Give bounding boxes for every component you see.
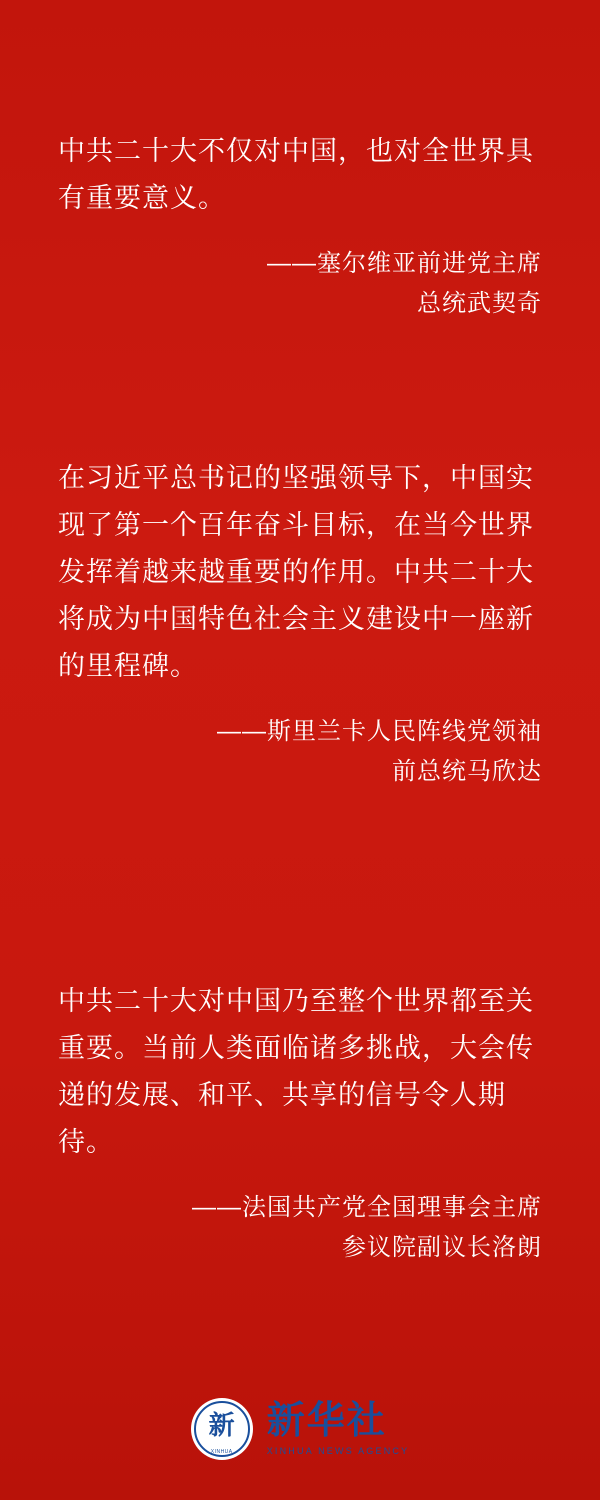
attribution-line: ——塞尔维亚前进党主席 (267, 250, 542, 277)
xinhua-logo (0, 1398, 600, 1460)
attribution-line: 前总统马欣达 (392, 758, 542, 785)
attribution-line: 总统武契奇 (417, 290, 542, 317)
quote-text-1: 中共二十大不仅对中国，也对全世界具有重要意义。 (58, 136, 534, 213)
quote-text-2: 在习近平总书记的坚强领导下，中国实现了第一个百年奋斗目标，在当今世界发挥着越来越重要的作用。中共二十大将成为中国特色社会主义建设中一座新的里程碑。 (58, 463, 534, 681)
emblem-arc-text: XINHUA (210, 1449, 233, 1455)
quote-attribution-3 (58, 1188, 542, 1268)
quote-attribution-2 (58, 712, 542, 792)
logo-name-en: XINHUA NEWS AGENCY (266, 1445, 410, 1456)
logo-name-cn: 新华社 (266, 1400, 387, 1443)
quote-attribution-1 (58, 244, 542, 324)
logo-text-group (267, 1402, 410, 1456)
attribution-line: ——斯里兰卡人民阵线党领袖 (217, 718, 542, 745)
emblem-glyph: 新 (208, 1411, 235, 1440)
quote-block-3 (0, 978, 600, 1268)
logo-group (191, 1398, 410, 1460)
quote-block-2 (0, 455, 600, 792)
quote-text-3: 中共二十大对中国乃至整个世界都至关重要。当前人类面临诸多挑战，大会传递的发展、和平、共享的信号令人期待。 (58, 986, 534, 1157)
quote-block-1 (0, 128, 600, 324)
attribution-line: 参议院副议长洛朗 (342, 1234, 542, 1261)
attribution-line: ——法国共产党全国理事会主席 (192, 1194, 542, 1221)
xinhua-emblem-icon (191, 1398, 253, 1460)
